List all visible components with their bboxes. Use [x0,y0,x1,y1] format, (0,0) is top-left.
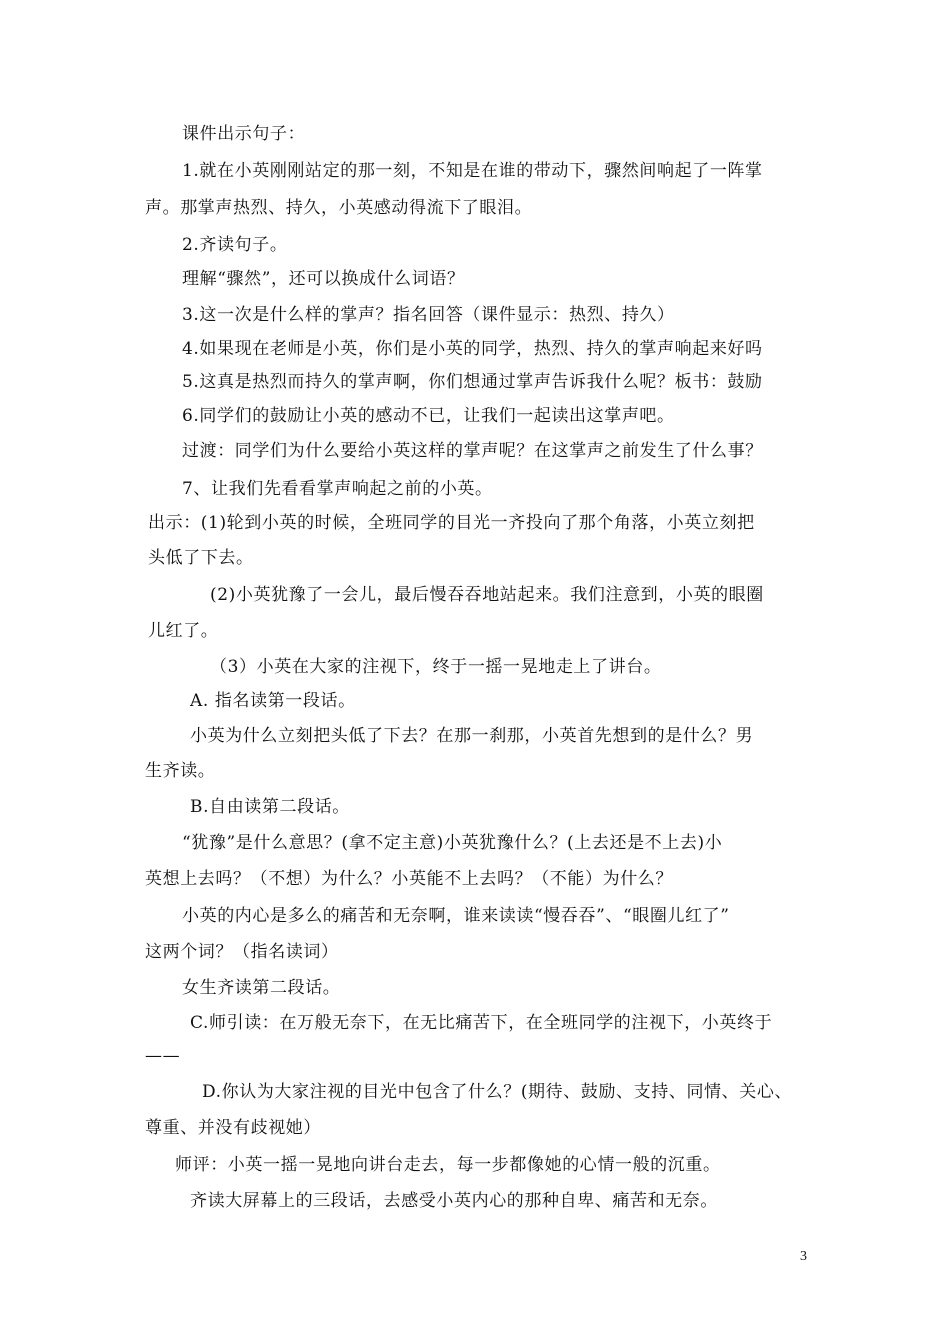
text-line: 3.这一次是什么样的掌声？指名回答（课件显示：热烈、持久） [182,305,675,325]
text-line: C.师引读：在万般无奈下，在无比痛苦下，在全班同学的注视下，小英终于 [190,1013,773,1033]
text-line: 师评：小英一摇一晃地向讲台走去，每一步都像她的心情一般的沉重。 [175,1155,721,1175]
text-line: 这两个词？（指名读词） [145,942,339,962]
text-line: 齐读大屏幕上的三段话，去感受小英内心的那种自卑、痛苦和无奈。 [190,1191,718,1211]
text-line: 课件出示句子： [182,124,306,144]
text-line: B.自由读第二段话。 [190,797,350,817]
text-line: 2.齐读句子。 [182,235,288,255]
text-line: 声。那掌声热烈、持久，小英感动得流下了眼泪。 [145,198,533,218]
text-line: 4.如果现在老师是小英，你们是小英的同学，热烈、持久的掌声响起来好吗 [182,339,763,359]
text-line: 出示：(1)轮到小英的时候，全班同学的目光一齐投向了那个角落，小英立刻把 [148,513,755,533]
text-line: A. 指名读第一段话。 [190,691,356,711]
text-line: 1.就在小英刚刚站定的那一刻，不知是在谁的带动下，骤然间响起了一阵掌 [182,161,763,181]
text-line: （3）小英在大家的注视下，终于一摇一晃地走上了讲台。 [210,657,662,677]
text-line: 7、让我们先看看掌声响起之前的小英。 [182,479,493,499]
text-line: 儿红了。 [148,621,219,641]
text-line: 尊重、并没有歧视她） [145,1118,321,1138]
text-line: 小英的内心是多么的痛苦和无奈啊，谁来读读“慢吞吞”、“眼圈儿红了” [182,906,730,926]
text-line: 理解“骤然”，还可以换成什么词语？ [182,269,465,289]
text-line: 5.这真是热烈而持久的掌声啊，你们想通过掌声告诉我什么呢？板书：鼓励 [182,372,763,392]
text-line: “犹豫”是什么意思？(拿不定主意)小英犹豫什么？(上去还是不上去)小 [182,833,723,853]
text-line: 过渡：同学们为什么要给小英这样的掌声呢？在这掌声之前发生了什么事？ [182,441,763,461]
text-line: 头低了下去。 [148,548,254,568]
text-line: D.你认为大家注视的目光中包含了什么？(期待、鼓励、支持、同情、关心、 [202,1082,793,1102]
page-number: 3 [800,1249,807,1264]
text-line: 女生齐读第二段话。 [182,978,341,998]
text-line: 生齐读。 [145,761,216,781]
text-line: 6.同学们的鼓励让小英的感动不已，让我们一起读出这掌声吧。 [182,406,675,426]
text-line: 英想上去吗？（不想）为什么？小英能不上去吗？（不能）为什么？ [145,869,673,889]
text-line: —— [145,1046,181,1066]
text-line: 小英为什么立刻把头低了下去？在那一刹那，小英首先想到的是什么？男 [190,726,754,746]
text-line: (2)小英犹豫了一会儿，最后慢吞吞地站起来。我们注意到，小英的眼圈 [210,585,764,605]
